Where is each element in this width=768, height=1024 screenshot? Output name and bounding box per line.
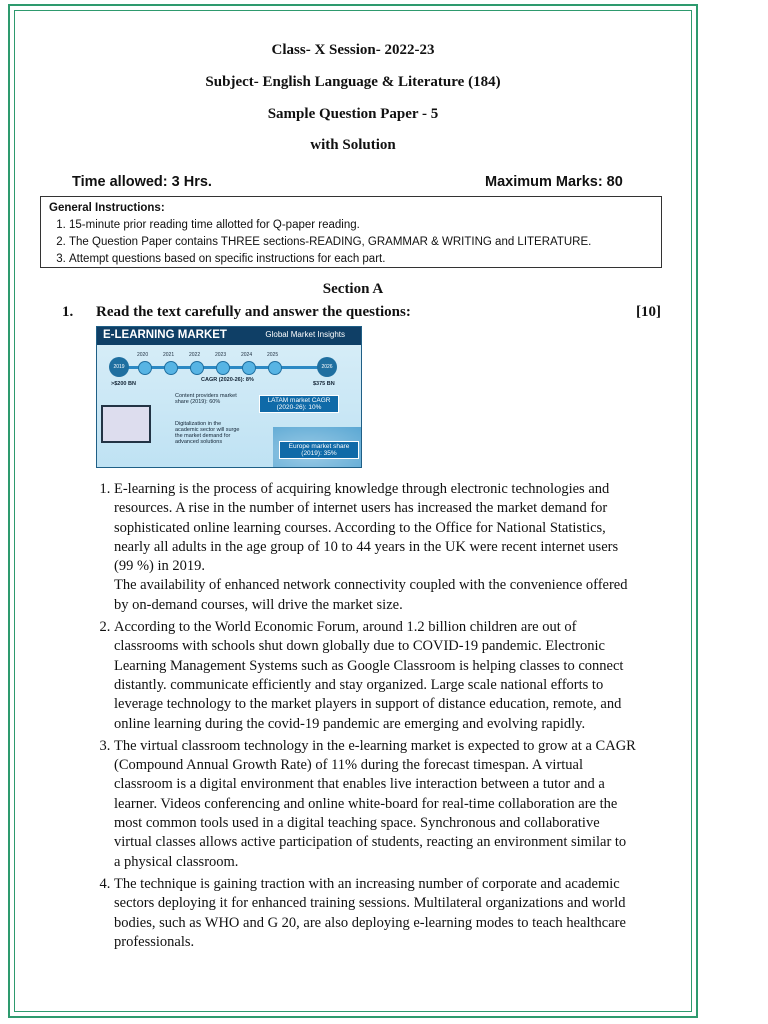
general-instructions-box: [40, 196, 662, 268]
timeline-year: 2023: [215, 352, 227, 358]
timeline-node: [216, 361, 230, 375]
timeline-node: [190, 361, 204, 375]
timeline-year: 2020: [137, 352, 149, 358]
paragraph-text: The availability of enhanced network connectivity coupled with the convenience offered by on-demand courses, will drive the market size.: [114, 577, 628, 613]
infographic-brand: Global Market Insights: [265, 330, 345, 339]
instructions-title: General Instructions:: [49, 202, 165, 214]
timeline-node: [164, 361, 178, 375]
maximum-marks: Maximum Marks: 80: [485, 174, 623, 190]
cagr-label: CAGR (2020-26): 8%: [201, 377, 254, 383]
content-providers-note: Content providers market share (2019): 60%: [175, 393, 237, 405]
timeline-year: 2022: [189, 352, 201, 358]
digitalization-note: Digitalization in the academic sector will surge the market demand for advanced solutions: [175, 421, 240, 445]
instruction-item: 1. 15-minute prior reading time allotted for Q-paper reading.: [69, 217, 653, 234]
subject-heading: Subject- English Language & Literature (184): [205, 74, 501, 90]
instruction-item: 2. The Question Paper contains THREE sections-READING, GRAMMAR & WRITING and LITERATURE.: [69, 234, 653, 251]
passage-list: [96, 480, 636, 952]
question-marks: [10]: [636, 304, 661, 320]
infographic-title: E-LEARNING MARKET: [103, 329, 227, 341]
devices-illustration: [101, 405, 151, 443]
start-market-value: >$200 BN: [111, 381, 136, 387]
passage-paragraph: 4. The technique is gaining traction with an increasing number of corporate and academic sectors deploying it for enhanced training sessions. Multilateral organizations and world bodies, such as WHO and G 20, are also deploying e-learning modes to teach healthcare professionals.: [114, 875, 636, 952]
passage: [96, 480, 636, 955]
timeline-node: [138, 361, 152, 375]
latam-cagr-badge: LATAM market CAGR (2020-26): 10%: [259, 395, 339, 413]
timeline-start-node: 2019: [109, 357, 129, 377]
timeline-year: 2025: [267, 352, 279, 358]
end-market-value: $375 BN: [313, 381, 335, 387]
timeline-year: 2024: [241, 352, 253, 358]
instructions-list: [49, 217, 653, 268]
time-allowed: Time allowed: 3 Hrs.: [72, 174, 212, 190]
class-session-heading: Class- X Session- 2022-23: [271, 42, 435, 58]
passage-paragraph: [114, 480, 636, 615]
timeline-year: 2021: [163, 352, 175, 358]
timeline-node: [268, 361, 282, 375]
passage-paragraph: 2. According to the World Economic Forum, around 1.2 billion children are out of classrooms with schools shut down globally due to COVID-19 pandemic. Electronic Learning Management Systems such as Google Classroom is helping classes to connect distantly. communicate efficiently and stay organized. Large scale national efforts to leverage technology to the market players in support of distance education, remote, and online learning during the covid-19 pandemic are emerging and evolving rapidly.: [114, 618, 636, 734]
section-title: Section A: [322, 281, 384, 297]
timeline-node: [242, 361, 256, 375]
e-learning-market-infographic: [96, 326, 362, 468]
paragraph-text: 1. E-learning is the process of acquiring knowledge through electronic technologies and resources. A rise in the number of internet users has increased the market demand for sophisticated online learning courses. According to the Office for National Statistics, nearly all adults in the age group of 10 to 44 years in the UK were recent internet users (99 %) in 2019.: [114, 481, 619, 575]
timeline-end-node: 2026: [317, 357, 337, 377]
paper-title: Sample Question Paper - 5: [267, 106, 439, 122]
passage-paragraph: 3. The virtual classroom technology in the e-learning market is expected to grow at a CAGR (Compound Annual Growth Rate) of 11% during the forecast timespan. A virtual classroom is a digital environment that enables live interaction between a tutor and a learner. Videos conferencing and online white-board for real-time collaboration are the most common tools used in a digital teaching space. Synchronous and collaborative virtual classes allows active participation of students, reacting an environment similar to a physical classroom.: [114, 737, 636, 872]
europe-share-badge: Europe market share (2019): 35%: [279, 441, 359, 459]
question-text: Read the text carefully and answer the questions:: [96, 304, 411, 320]
solution-heading: with Solution: [310, 137, 396, 153]
question-number: 1.: [62, 304, 74, 320]
instruction-item: 3. Attempt questions based on specific instructions for each part.: [69, 251, 653, 268]
